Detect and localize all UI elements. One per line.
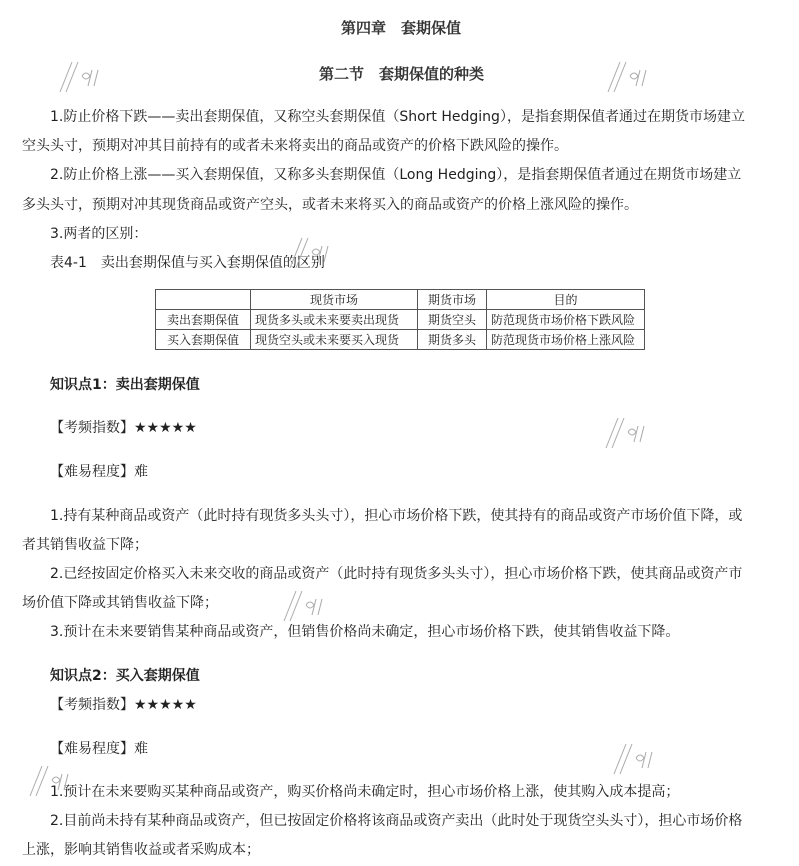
table-cell: 现货多头或未来要卖出现货 — [251, 310, 418, 330]
chapter-title: 第四章 套期保值 — [341, 19, 462, 37]
kp1-item-1-line-1: 1.持有某种商品或资产（此时持有现货多头头寸），担心市场价格下跌，使其持有的商品或资产市场价值下降，或 — [50, 508, 743, 524]
paragraph-1-line-1: 1.防止价格下跌——卖出套期保值，又称空头套期保值（Short Hedging），是指套期保值者通过在期货市场建立 — [50, 109, 745, 125]
kp2-item-2-line-2: 上涨，影响其销售收益或者采购成本； — [22, 842, 260, 858]
table-header-cell — [156, 290, 251, 310]
frequency-index: 【考频指数】★★★★★ — [50, 420, 197, 436]
table-cell: 期货多头 — [418, 330, 487, 350]
paragraph-2-line-1: 2.防止价格上涨——买入套期保值，又称多头套期保值（Long Hedging），是指套期保值者通过在期货市场建立 — [50, 167, 742, 183]
kp1-item-2-line-1: 2.已经按固定价格买入未来交收的商品或资产（此时持有现货多头头寸），担心市场价格下跌，使其商品或资产市 — [50, 566, 743, 582]
table-cell: 期货空头 — [418, 310, 487, 330]
difficulty-level: 【难易程度】难 — [50, 464, 148, 480]
kp1-item-1-line-2: 者其销售收益下降； — [22, 537, 148, 553]
table-cell: 防范现货市场价格上涨风险 — [487, 330, 645, 350]
table-header-cell: 目的 — [487, 290, 645, 310]
kp1-item-2-line-2: 场价值下降或其销售收益下降； — [22, 595, 218, 611]
kp2-item-1: 1.预计在未来要购买某种商品或资产，购买价格尚未确定时，担心市场价格上涨，使其购入成本提高； — [50, 784, 680, 800]
table-row — [156, 330, 645, 350]
table-header-cell: 期货市场 — [418, 290, 487, 310]
knowledge-point-1-title: 知识点1：卖出套期保值 — [50, 377, 200, 393]
table-header-row — [156, 290, 645, 310]
watermark-icon — [598, 412, 658, 452]
watermark-icon — [600, 56, 660, 96]
table-cell: 现货空头或未来要买入现货 — [251, 330, 418, 350]
watermark-icon — [606, 738, 666, 778]
paragraph-3: 3.两者的区别： — [50, 226, 148, 242]
table-cell: 防范现货市场价格下跌风险 — [487, 310, 645, 330]
table-row — [156, 310, 645, 330]
watermark-icon — [22, 760, 82, 800]
section-title: 第二节 套期保值的种类 — [319, 65, 485, 83]
watermark-icon — [52, 56, 112, 96]
kp2-item-2-line-1: 2.目前尚未持有某种商品或资产，但已按固定价格将该商品或资产卖出（此时处于现货空头头寸），担心市场价格 — [50, 813, 743, 829]
paragraph-2-line-2: 多头头寸，预期对冲其现货商品或资产空头，或者未来将买入的商品或资产的价格上涨风险的操作。 — [22, 197, 638, 213]
table-caption: 表4-1 卖出套期保值与买入套期保值的区别 — [50, 255, 325, 271]
table-cell: 卖出套期保值 — [156, 310, 251, 330]
watermark-icon — [282, 232, 342, 272]
comparison-table — [155, 289, 645, 350]
paragraph-1-line-2: 空头头寸，预期对冲其目前持有的或者未来将卖出的商品或资产的价格下跌风险的操作。 — [22, 138, 568, 154]
table-header-cell: 现货市场 — [251, 290, 418, 310]
frequency-index: 【考频指数】★★★★★ — [50, 697, 197, 713]
table-cell: 买入套期保值 — [156, 330, 251, 350]
kp1-item-3: 3.预计在未来要销售某种商品或资产，但销售价格尚未确定，担心市场价格下跌，使其销售收益下降。 — [50, 624, 680, 640]
watermark-icon — [276, 585, 336, 625]
difficulty-level: 【难易程度】难 — [50, 741, 148, 757]
knowledge-point-2-title: 知识点2：买入套期保值 — [50, 668, 200, 684]
